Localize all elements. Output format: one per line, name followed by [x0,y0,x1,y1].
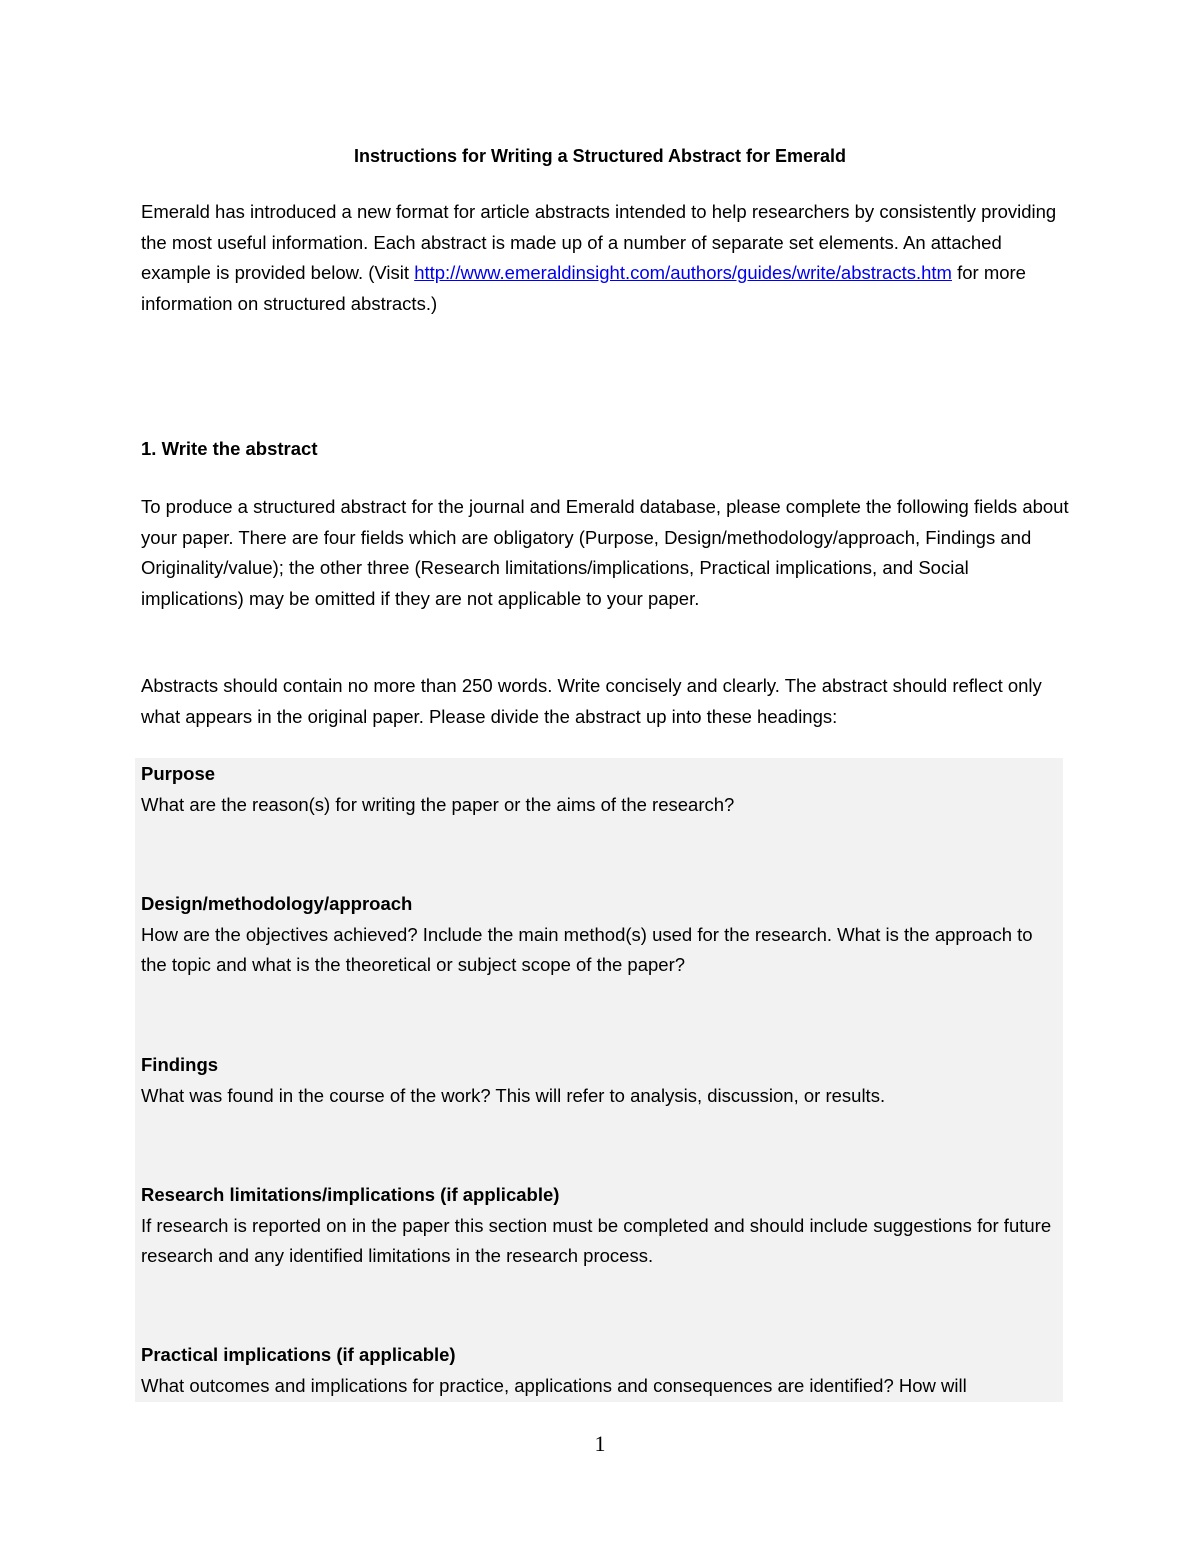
field-heading: Design/methodology/approach [141,893,413,914]
field-purpose [141,759,1061,820]
field-heading: Findings [141,1054,219,1075]
field-design-methodology-approach [141,889,1061,981]
field-heading: Practical implications (if applicable) [141,1344,456,1365]
field-description: If research is reported on in the paper this section must be completed and should include suggestions for future research and any identified limitations in the research process. [141,1214,1052,1266]
field-heading: Research limitations/implications (if applicable) [141,1184,560,1205]
field-description: What outcomes and implications for practice, applications and consequences are identified? How will [141,1374,967,1396]
field-description: What are the reason(s) for writing the paper or the aims of the research? [141,793,735,815]
intro-text-start: Emerald has introduced a new format for article abstracts intended to help researchers by consistently providing the most useful information. Each abstract is made up of a number of separate set elements. An attached example is provided below. (Visit [141,201,1057,283]
section-heading-write-abstract: 1. Write the abstract [141,438,318,459]
field-heading: Purpose [141,763,216,784]
field-practical-implications [141,1340,1061,1401]
field-description: How are the objectives achieved? Include the main method(s) used for the research. What is the approach to the topic and what is the theoretical or subject scope of the paper? [141,923,1033,975]
page-number: 1 [594,1431,606,1456]
abstracts-guide-link[interactable]: http://www.emeraldinsight.com/authors/guides/write/abstracts.htm [414,262,952,283]
intro-paragraph [141,197,1071,319]
intro-text-end: for more information on structured abstracts.) [141,262,1026,314]
field-description: What was found in the course of the work? This will refer to analysis, discussion, or results. [141,1084,886,1106]
field-findings [141,1050,1061,1111]
field-research-limitations [141,1180,1061,1272]
fields-paragraph: To produce a structured abstract for the journal and Emerald database, please complete the following fields about your paper. There are four fields which are obligatory (Purpose, Design/methodology/approach, Findings and Originality/value); the other three (Research limitations/implications, Practical implications, and Social implications) may be omitted if they are not applicable to your paper. [141,496,1069,609]
word-limit-paragraph: Abstracts should contain no more than 250 words. Write concisely and clearly. The abstract should reflect only what appears in the original paper. Please divide the abstract up into these headings: [141,675,1042,727]
document-title: Instructions for Writing a Structured Abstract for Emerald [353,146,847,166]
